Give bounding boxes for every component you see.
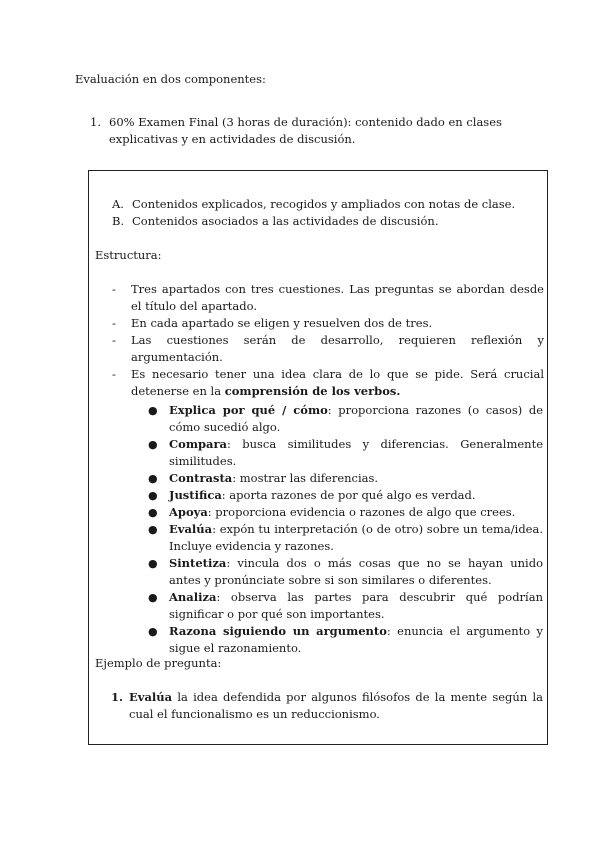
list-item: - Es necesario tener una idea clara de lo que se pide. Será crucial detenerse en la comprensión de los verbos. [112,367,544,398]
list-item: 1. Evalúa la idea defendida por algunos filósofos de la mente según la cual el funcionalismo es un reduccionismo. [111,690,543,721]
contents-list [112,196,547,230]
structure-heading: Estructura: [95,248,162,262]
numbered-item-1 [90,114,540,148]
verb-item: ● Evalúa: expón tu interpretación (o de otro) sobre un tema/idea. Incluye evidencia y razones. [148,522,543,553]
example-question [111,689,543,723]
verb-item: ● Analiza: observa las partes para descubrir qué podrían significar o por qué son importantes. [148,590,543,621]
bullet-icon: ● [148,472,158,485]
example-heading: Ejemplo de pregunta: [95,656,222,670]
bullet-icon: ● [148,438,158,451]
verb-term: Apoya [169,505,208,519]
bullet-icon: ● [148,591,158,604]
verb-term: Justifica [169,488,222,502]
verb-item: ● Justifica: aporta razones de por qué algo es verdad. [148,488,476,502]
verb-item: ● Contrasta: mostrar las diferencias. [148,471,379,485]
verb-item: ● Sintetiza: vincula dos o más cosas que no se hayan unido antes y pronúnciate sobre si son similares o diferentes. [148,556,543,587]
list-item: - En cada apartado se eligen y resuelven dos de tres. [112,316,433,330]
structure-list [112,281,544,400]
list-item: - Las cuestiones serán de desarrollo, requieren reflexión y argumentación. [112,333,544,364]
bullet-icon: ● [148,557,158,570]
verb-term: Sintetiza [169,556,227,570]
bullet-icon: ● [148,506,158,519]
intro-text: Evaluación en dos componentes: [75,72,266,86]
verb-term: Explica por qué / cómo [169,403,328,417]
bullet-icon: ● [148,625,158,638]
verbs-list [145,402,543,657]
verb-term: Evalúa [129,690,173,704]
bullet-icon: ● [148,523,158,536]
item-text: 60% Examen Final (3 horas de duración): contenido dado en clases explicativas y en actividades de discusión. [109,115,502,146]
item-number: 1. [90,115,101,129]
verb-term: Compara [169,437,227,451]
verb-term: Analiza [169,590,217,604]
bullet-icon: ● [148,489,158,502]
list-item: A. Contenidos explicados, recogidos y ampliados con notas de clase. [112,197,516,211]
verb-item: ● Apoya: proporciona evidencia o razones de algo que crees. [148,505,516,519]
bullet-icon: ● [148,404,158,417]
verb-item: ● Razona siguiendo un argumento: enuncia el argumento y sigue el razonamiento. [148,624,544,655]
bold-phrase: comprensión de los verbos. [224,384,401,398]
verb-term: Contrasta [169,471,233,485]
verb-item: ● Explica por qué / cómo: proporciona razones (o casos) de cómo sucedió algo. [148,403,544,434]
list-item: - Tres apartados con tres cuestiones. Las preguntas se abordan desde el título del apartado. [112,282,544,313]
list-item: B. Contenidos asociados a las actividades de discusión. [112,214,439,228]
verb-term: Evalúa [169,522,213,536]
verb-item: ● Compara: busca similitudes y diferencias. Generalmente similitudes. [148,437,543,468]
exam-structure-box [88,170,548,745]
verb-term: Razona siguiendo un argumento [169,624,387,638]
